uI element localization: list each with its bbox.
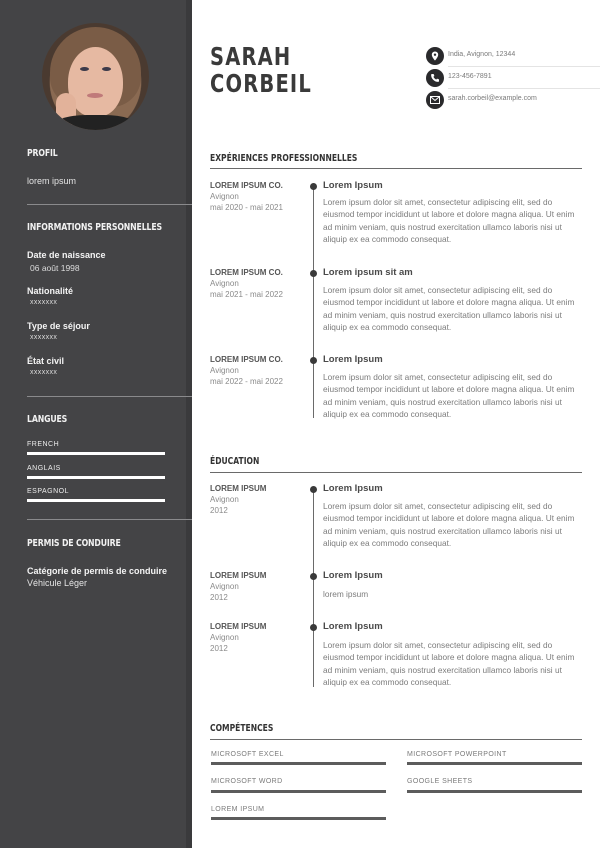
experience-dates: mai 2020 - mai 2021 bbox=[210, 203, 283, 212]
education-description: Lorem ipsum dolor sit amet, consectetur adipiscing elit, sed do eiusmod tempor incididunt ut labore et dolore magna aliqua. Ut enim ad minim veniam, quis nostrud exercitation ullamco laboris nisi ut aliquip ex ea commodo consequat. bbox=[323, 640, 575, 687]
residence-type-label: Type de séjour bbox=[27, 321, 90, 331]
experience-timeline bbox=[313, 185, 314, 418]
education-timeline bbox=[313, 489, 314, 687]
sidebar bbox=[0, 0, 192, 848]
skill-label: MICROSOFT EXCEL bbox=[211, 751, 284, 758]
last-name: CORBEIL bbox=[210, 69, 312, 98]
license-category-value: Véhicule Léger bbox=[27, 578, 88, 588]
education-dates: 2012 bbox=[210, 644, 228, 653]
skill-level-bar bbox=[211, 790, 386, 793]
experience-title: Lorem Ipsum bbox=[323, 354, 383, 365]
education-location: Avignon bbox=[210, 495, 239, 504]
contact-divider bbox=[448, 88, 600, 89]
contact-address bbox=[426, 47, 582, 65]
full-name bbox=[210, 43, 312, 97]
education-description: Lorem ipsum dolor sit amet, consectetur adipiscing elit, sed do eiusmod tempor incididunt ut labore et dolore magna aliqua. Ut enim ad minim veniam, quis nostrud exercitation ullamco laboris nisi ut aliquip ex ea commodo consequat. bbox=[323, 501, 575, 548]
skill-label: MICROSOFT POWERPOINT bbox=[407, 751, 507, 758]
contact-email bbox=[426, 91, 582, 109]
timeline-dot bbox=[310, 486, 317, 493]
education-org: LOREM IPSUM bbox=[210, 571, 267, 580]
profile-photo bbox=[42, 23, 149, 130]
education-description: lorem ipsum bbox=[323, 589, 369, 599]
education-title: Lorem Ipsum bbox=[323, 570, 383, 581]
marital-status-label: État civil bbox=[27, 356, 65, 366]
email-text: sarah.corbeil@example.com bbox=[448, 95, 537, 102]
language-level-bar bbox=[27, 476, 165, 479]
nationality-value: xxxxxxx bbox=[30, 299, 58, 306]
skill-label: MICROSOFT WORD bbox=[211, 778, 283, 785]
experience-location: Avignon bbox=[210, 366, 239, 375]
experience-dates: mai 2021 - mai 2022 bbox=[210, 290, 283, 299]
section-divider bbox=[210, 739, 582, 740]
language-label: ANGLAIS bbox=[27, 465, 61, 472]
timeline-dot bbox=[310, 357, 317, 364]
birthdate-label: Date de naissance bbox=[27, 250, 106, 260]
language-level-bar bbox=[27, 499, 165, 502]
skill-label: LOREM IPSUM bbox=[211, 806, 265, 813]
experience-location: Avignon bbox=[210, 279, 239, 288]
experience-heading: EXPÉRIENCES PROFESSIONNELLES bbox=[210, 153, 358, 164]
personal-info-heading: INFORMATIONS PERSONNELLES bbox=[27, 222, 162, 233]
marital-status-value: xxxxxxx bbox=[30, 369, 58, 376]
education-heading: ÉDUCATION bbox=[210, 456, 260, 467]
license-category-label: Catégorie de permis de conduire bbox=[27, 566, 168, 576]
timeline-dot bbox=[310, 624, 317, 631]
first-name: SARAH bbox=[210, 42, 292, 71]
address-text: India, Avignon, 12344 bbox=[448, 51, 516, 58]
sidebar-divider bbox=[27, 204, 192, 205]
experience-org: LOREM IPSUM CO. bbox=[210, 355, 283, 364]
birthdate-value: 06 août 1998 bbox=[30, 263, 80, 273]
experience-dates: mai 2022 - mai 2022 bbox=[210, 377, 283, 386]
education-org: LOREM IPSUM bbox=[210, 622, 267, 631]
languages-heading: LANGUES bbox=[27, 414, 68, 425]
experience-title: Lorem ipsum sit am bbox=[323, 267, 413, 278]
experience-location: Avignon bbox=[210, 192, 239, 201]
phone-icon bbox=[426, 69, 444, 87]
contact-phone bbox=[426, 69, 582, 87]
experience-description: Lorem ipsum dolor sit amet, consectetur adipiscing elit, sed do eiusmod tempor incididunt ut labore et dolore magna aliqua. Ut enim ad minim veniam, quis nostrud exercitation ullamco laboris nisi ut aliquip ex ea commodo consequat. bbox=[323, 372, 575, 419]
language-label: FRENCH bbox=[27, 441, 60, 448]
timeline-dot bbox=[310, 270, 317, 277]
education-location: Avignon bbox=[210, 633, 239, 642]
experience-org: LOREM IPSUM CO. bbox=[210, 181, 283, 190]
section-divider bbox=[210, 168, 582, 169]
skill-level-bar bbox=[211, 762, 386, 765]
timeline-dot bbox=[310, 573, 317, 580]
education-title: Lorem Ipsum bbox=[323, 483, 383, 494]
sidebar-divider bbox=[27, 519, 192, 520]
timeline-dot bbox=[310, 183, 317, 190]
language-label: ESPAGNOL bbox=[27, 488, 69, 495]
skill-level-bar bbox=[407, 790, 582, 793]
nationality-label: Nationalité bbox=[27, 286, 74, 296]
skill-level-bar bbox=[407, 762, 582, 765]
skill-label: GOOGLE SHEETS bbox=[407, 778, 473, 785]
phone-text: 123-456-7891 bbox=[448, 73, 492, 80]
education-dates: 2012 bbox=[210, 593, 228, 602]
language-level-bar bbox=[27, 452, 165, 455]
contact-divider bbox=[448, 66, 600, 67]
license-heading: PERMIS DE CONDUIRE bbox=[27, 538, 121, 549]
education-dates: 2012 bbox=[210, 506, 228, 515]
profile-text: lorem ipsum bbox=[27, 176, 77, 186]
section-divider bbox=[210, 472, 582, 473]
skill-level-bar bbox=[211, 817, 386, 820]
education-org: LOREM IPSUM bbox=[210, 484, 267, 493]
sidebar-divider bbox=[27, 396, 192, 397]
experience-description: Lorem ipsum dolor sit amet, consectetur adipiscing elit, sed do eiusmod tempor incididunt ut labore et dolore magna aliqua. Ut enim ad minim veniam, quis nostrud exercitation ullamco laboris nisi ut aliquip ex ea commodo consequat. bbox=[323, 197, 575, 244]
location-pin-icon bbox=[426, 47, 444, 65]
experience-description: Lorem ipsum dolor sit amet, consectetur adipiscing elit, sed do eiusmod tempor incididunt ut labore et dolore magna aliqua. Ut enim ad minim veniam, quis nostrud exercitation ullamco laboris nisi ut aliquip ex ea commodo consequat. bbox=[323, 285, 575, 332]
skills-heading: COMPÉTENCES bbox=[210, 723, 274, 734]
experience-org: LOREM IPSUM CO. bbox=[210, 268, 283, 277]
education-title: Lorem Ipsum bbox=[323, 621, 383, 632]
education-location: Avignon bbox=[210, 582, 239, 591]
profile-heading: PROFIL bbox=[27, 148, 58, 159]
residence-type-value: xxxxxxx bbox=[30, 334, 58, 341]
envelope-icon bbox=[426, 91, 444, 109]
experience-title: Lorem Ipsum bbox=[323, 180, 383, 191]
